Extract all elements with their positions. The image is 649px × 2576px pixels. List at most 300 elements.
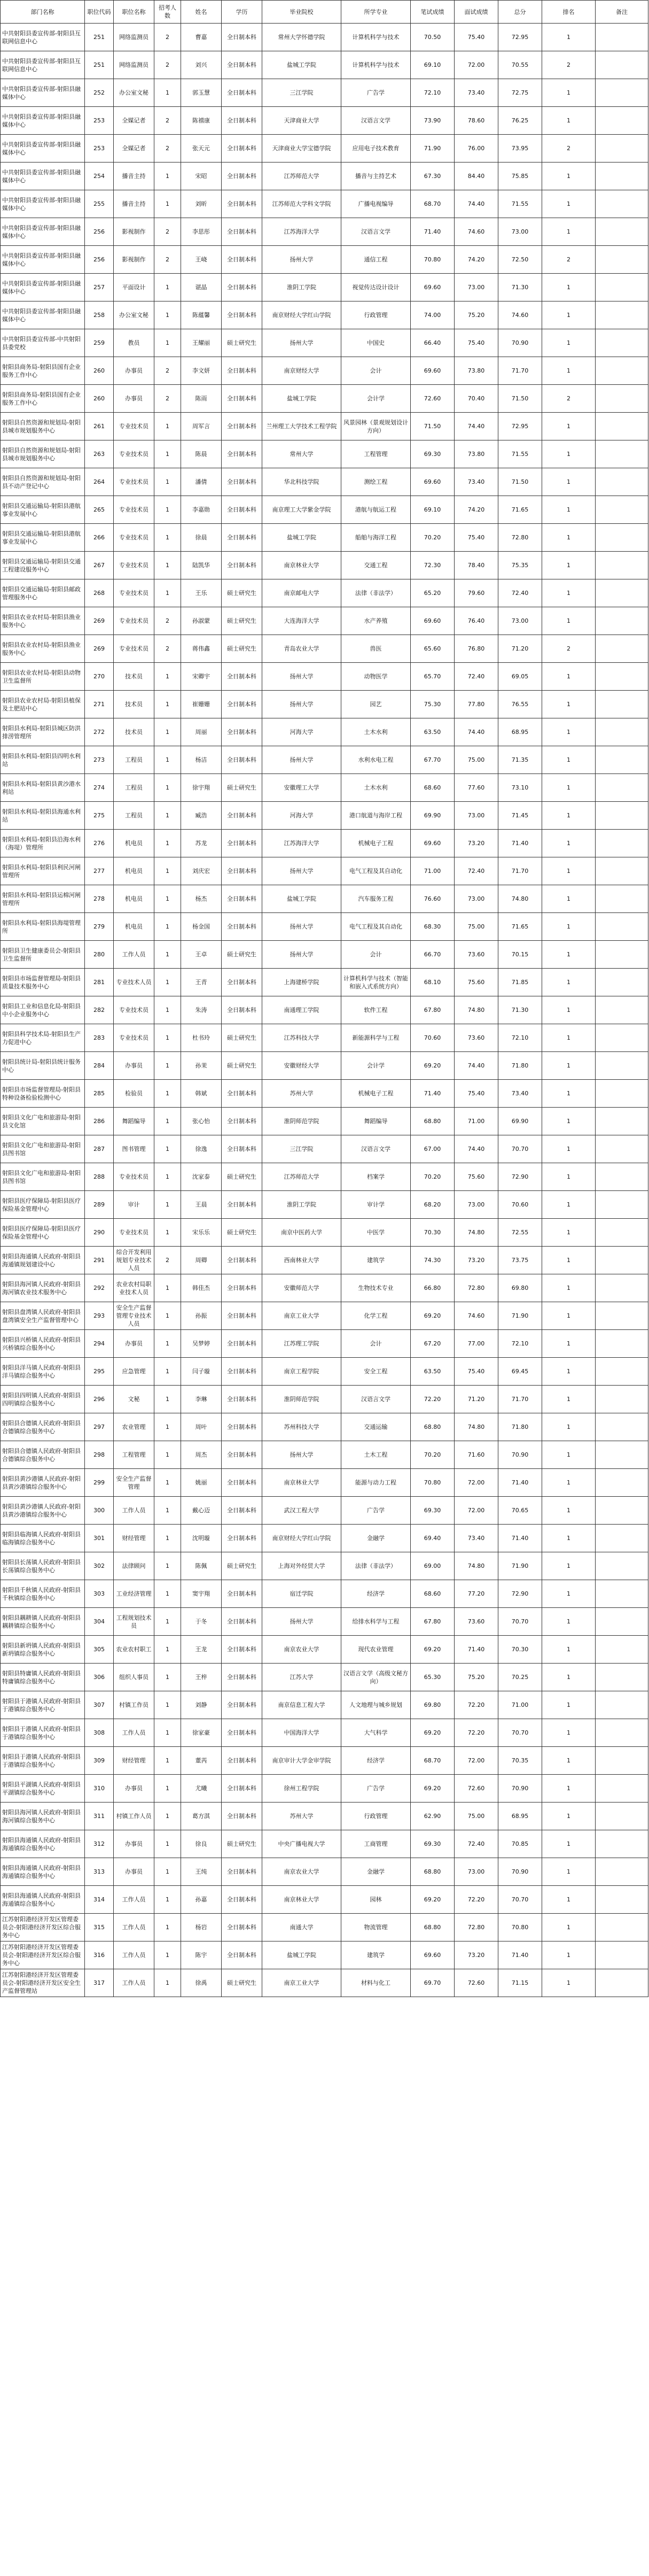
cell-name: 闫子璇 xyxy=(181,1358,222,1386)
cell-written-score: 71.90 xyxy=(411,135,455,163)
cell-position: 专业技术人员 xyxy=(114,969,154,996)
cell-rank: 1 xyxy=(542,1664,596,1691)
cell-code: 299 xyxy=(85,1469,114,1497)
cell-rank: 1 xyxy=(542,1108,596,1135)
cell-total: 68.95 xyxy=(498,718,542,746)
cell-written-score: 68.80 xyxy=(411,1108,455,1135)
cell-rank: 1 xyxy=(542,1914,596,1941)
cell-school: 天津商业大学宝德学院 xyxy=(262,135,341,163)
cell-education: 全日制本科 xyxy=(222,163,262,190)
cell-major: 动物医学 xyxy=(341,663,411,691)
cell-name: 谌晶 xyxy=(181,274,222,301)
cell-written-score: 66.80 xyxy=(411,1274,455,1302)
cell-remark xyxy=(596,774,648,802)
cell-name: 徐逸 xyxy=(181,1135,222,1163)
cell-total: 73.75 xyxy=(498,1247,542,1274)
cell-dept: 射阳县交通运输局-射阳县港航事业发展中心 xyxy=(1,496,85,524)
cell-interview-score: 73.20 xyxy=(455,830,498,857)
cell-code: 306 xyxy=(85,1664,114,1691)
cell-interview-score: 73.60 xyxy=(455,941,498,969)
cell-interview-score: 73.00 xyxy=(455,885,498,913)
cell-major: 材料与化工 xyxy=(341,1969,411,1997)
table-row xyxy=(1,885,648,913)
cell-rank: 1 xyxy=(542,413,596,440)
table-row xyxy=(1,1775,648,1803)
cell-remark xyxy=(596,552,648,579)
cell-education: 全日制本科 xyxy=(222,1747,262,1775)
cell-written-score: 67.80 xyxy=(411,1608,455,1636)
cell-name: 王纯 xyxy=(181,1858,222,1886)
cell-remark xyxy=(596,107,648,135)
cell-total: 71.80 xyxy=(498,1052,542,1080)
cell-school: 苏州大学 xyxy=(262,1803,341,1830)
cell-interview-score: 75.40 xyxy=(455,24,498,51)
cell-interview-score: 71.20 xyxy=(455,1386,498,1413)
cell-quota: 1 xyxy=(154,1691,181,1719)
cell-code: 271 xyxy=(85,691,114,718)
table-row xyxy=(1,1080,648,1108)
cell-rank: 1 xyxy=(542,996,596,1024)
cell-name: 刘兴 xyxy=(181,51,222,79)
cell-interview-score: 72.80 xyxy=(455,1914,498,1941)
cell-interview-score: 75.00 xyxy=(455,913,498,941)
cell-education: 硕士研究生 xyxy=(222,635,262,663)
cell-rank: 1 xyxy=(542,329,596,357)
cell-school: 安徽师范大学 xyxy=(262,1274,341,1302)
cell-school: 大连海洋大学 xyxy=(262,607,341,635)
cell-written-score: 75.30 xyxy=(411,691,455,718)
table-row xyxy=(1,1886,648,1914)
cell-name: 陆凯华 xyxy=(181,552,222,579)
cell-school: 淮阴工学院 xyxy=(262,1191,341,1219)
cell-dept: 射阳县交通运输局-射阳县港航事业发展中心 xyxy=(1,524,85,552)
table-row xyxy=(1,190,648,218)
cell-total: 72.55 xyxy=(498,1219,542,1247)
cell-school: 南京农业大学 xyxy=(262,1636,341,1664)
cell-dept: 射阳县市场监督管理局-射阳县特种设备检验检测中心 xyxy=(1,1080,85,1108)
cell-education: 全日制本科 xyxy=(222,107,262,135)
cell-education: 全日制本科 xyxy=(222,830,262,857)
cell-code: 277 xyxy=(85,857,114,885)
cell-position: 法律顾问 xyxy=(114,1552,154,1580)
cell-school: 苏州大学 xyxy=(262,1080,341,1108)
table-row xyxy=(1,579,648,607)
cell-rank: 1 xyxy=(542,1163,596,1191)
cell-quota: 1 xyxy=(154,1858,181,1886)
cell-dept: 射阳县合德镇人民政府-射阳县合德镇综合服务中心 xyxy=(1,1413,85,1441)
cell-total: 70.30 xyxy=(498,1636,542,1664)
cell-position: 组织人事员 xyxy=(114,1664,154,1691)
cell-quota: 1 xyxy=(154,190,181,218)
cell-dept: 中共射阳县委宣传部-射阳县融媒体中心 xyxy=(1,246,85,274)
cell-dept: 江苏射阳港经济开发区管理委员会-射阳港经济开发区安全生产监督管理站 xyxy=(1,1969,85,1997)
cell-education: 全日制本科 xyxy=(222,496,262,524)
cell-code: 294 xyxy=(85,1330,114,1358)
cell-major: 汉语言文学 xyxy=(341,218,411,246)
cell-rank: 1 xyxy=(542,1636,596,1664)
table-row xyxy=(1,718,648,746)
cell-rank: 1 xyxy=(542,1775,596,1803)
cell-rank: 1 xyxy=(542,1552,596,1580)
cell-written-score: 69.10 xyxy=(411,496,455,524)
cell-name: 徐良 xyxy=(181,1830,222,1858)
cell-position: 专业技术员 xyxy=(114,468,154,496)
cell-position: 机电员 xyxy=(114,857,154,885)
cell-school: 扬州大学 xyxy=(262,857,341,885)
cell-written-score: 68.80 xyxy=(411,1914,455,1941)
cell-school: 南通大学 xyxy=(262,1914,341,1941)
cell-rank: 1 xyxy=(542,524,596,552)
cell-major: 舞蹈编导 xyxy=(341,1108,411,1135)
cell-dept: 射阳县兴桥镇人民政府-射阳县兴桥镇综合服务中心 xyxy=(1,1330,85,1358)
cell-school: 江苏师范大学 xyxy=(262,163,341,190)
table-row xyxy=(1,1747,648,1775)
cell-position: 文秘 xyxy=(114,1386,154,1413)
cell-education: 全日制本科 xyxy=(222,718,262,746)
cell-rank: 1 xyxy=(542,190,596,218)
cell-quota: 1 xyxy=(154,802,181,830)
cell-major: 广播电视编导 xyxy=(341,190,411,218)
cell-quota: 1 xyxy=(154,1941,181,1969)
cell-rank: 1 xyxy=(542,913,596,941)
cell-major: 应用电子技术教育 xyxy=(341,135,411,163)
cell-code: 281 xyxy=(85,969,114,996)
cell-education: 全日制本科 xyxy=(222,1636,262,1664)
cell-code: 287 xyxy=(85,1135,114,1163)
cell-major: 经济学 xyxy=(341,1747,411,1775)
cell-rank: 1 xyxy=(542,1497,596,1525)
cell-interview-score: 84.40 xyxy=(455,163,498,190)
cell-position: 工作人员 xyxy=(114,1969,154,1997)
cell-code: 260 xyxy=(85,357,114,385)
cell-remark xyxy=(596,1803,648,1830)
cell-dept: 射阳县医疗保障局-射阳县医疗保险基金管理中心 xyxy=(1,1191,85,1219)
cell-rank: 1 xyxy=(542,301,596,329)
cell-school: 南京林业大学 xyxy=(262,1886,341,1914)
cell-written-score: 69.20 xyxy=(411,1302,455,1330)
cell-code: 259 xyxy=(85,329,114,357)
cell-total: 71.50 xyxy=(498,385,542,413)
table-row xyxy=(1,163,648,190)
cell-dept: 射阳县新坍镇人民政府-射阳县新坍镇综合服务中心 xyxy=(1,1636,85,1664)
cell-name: 王乐 xyxy=(181,579,222,607)
cell-remark xyxy=(596,718,648,746)
cell-remark xyxy=(596,941,648,969)
table-row xyxy=(1,1858,648,1886)
cell-quota: 1 xyxy=(154,885,181,913)
cell-written-score: 69.10 xyxy=(411,51,455,79)
cell-remark xyxy=(596,1330,648,1358)
cell-major: 机械电子工程 xyxy=(341,1080,411,1108)
cell-quota: 1 xyxy=(154,440,181,468)
cell-education: 全日制本科 xyxy=(222,885,262,913)
cell-school: 河海大学 xyxy=(262,802,341,830)
cell-written-score: 68.70 xyxy=(411,190,455,218)
cell-dept: 射阳县水利局-射阳县海通水利站 xyxy=(1,802,85,830)
cell-quota: 1 xyxy=(154,163,181,190)
cell-quota: 1 xyxy=(154,524,181,552)
cell-quota: 2 xyxy=(154,1247,181,1274)
cell-total: 72.10 xyxy=(498,1330,542,1358)
cell-name: 王晨 xyxy=(181,1191,222,1219)
cell-dept: 射阳县水利局-射阳县城区防洪排涝管理所 xyxy=(1,718,85,746)
cell-interview-score: 72.40 xyxy=(455,857,498,885)
cell-total: 72.40 xyxy=(498,579,542,607)
cell-total: 71.65 xyxy=(498,496,542,524)
table-row xyxy=(1,663,648,691)
cell-education: 全日制本科 xyxy=(222,663,262,691)
cell-remark xyxy=(596,996,648,1024)
cell-name: 吴梦婷 xyxy=(181,1330,222,1358)
cell-total: 69.45 xyxy=(498,1358,542,1386)
cell-written-score: 74.00 xyxy=(411,301,455,329)
cell-name: 沈家泰 xyxy=(181,1163,222,1191)
cell-interview-score: 73.80 xyxy=(455,440,498,468)
cell-written-score: 70.30 xyxy=(411,1219,455,1247)
cell-code: 254 xyxy=(85,163,114,190)
cell-dept: 射阳县水利局-射阳县沿海水利（海堤）管理所 xyxy=(1,830,85,857)
cell-total: 73.00 xyxy=(498,607,542,635)
cell-major: 金融学 xyxy=(341,1858,411,1886)
cell-total: 71.80 xyxy=(498,1413,542,1441)
cell-dept: 射阳县海通镇人民政府-射阳县海通镇综合服务中心 xyxy=(1,1858,85,1886)
cell-written-score: 69.70 xyxy=(411,1969,455,1997)
cell-code: 256 xyxy=(85,246,114,274)
cell-remark xyxy=(596,1830,648,1858)
cell-school: 扬州大学 xyxy=(262,691,341,718)
cell-dept: 射阳县交通运输局-射阳县交通工程建设服务中心 xyxy=(1,552,85,579)
cell-position: 综合开发利用规划专业技术人员 xyxy=(114,1247,154,1274)
table-row xyxy=(1,1580,648,1608)
cell-name: 崔姗姗 xyxy=(181,691,222,718)
cell-interview-score: 76.40 xyxy=(455,607,498,635)
table-row xyxy=(1,357,648,385)
cell-rank: 1 xyxy=(542,1969,596,1997)
cell-school: 南京财经大学红山学院 xyxy=(262,1525,341,1552)
cell-written-score: 69.30 xyxy=(411,1830,455,1858)
cell-position: 专业技术员 xyxy=(114,1219,154,1247)
cell-quota: 1 xyxy=(154,1191,181,1219)
cell-major: 交通工程 xyxy=(341,552,411,579)
cell-name: 陈宇 xyxy=(181,1941,222,1969)
cell-school: 青岛农业大学 xyxy=(262,635,341,663)
cell-rank: 1 xyxy=(542,1941,596,1969)
cell-total: 72.95 xyxy=(498,24,542,51)
cell-position: 平面设计 xyxy=(114,274,154,301)
cell-rank: 1 xyxy=(542,718,596,746)
cell-major: 建筑学 xyxy=(341,1941,411,1969)
cell-written-score: 70.80 xyxy=(411,1469,455,1497)
cell-remark xyxy=(596,1969,648,1997)
cell-written-score: 69.40 xyxy=(411,1525,455,1552)
cell-name: 陈雨 xyxy=(181,385,222,413)
cell-school: 华北科技学院 xyxy=(262,468,341,496)
cell-remark xyxy=(596,1386,648,1413)
cell-remark xyxy=(596,1274,648,1302)
cell-remark xyxy=(596,1886,648,1914)
cell-dept: 射阳县农业农村局-射阳县渔业服务中心 xyxy=(1,635,85,663)
cell-written-score: 69.20 xyxy=(411,1775,455,1803)
table-row xyxy=(1,440,648,468)
cell-code: 256 xyxy=(85,218,114,246)
cell-education: 全日制本科 xyxy=(222,1247,262,1274)
cell-name: 宋乐乐 xyxy=(181,1219,222,1247)
cell-major: 播音与主持艺术 xyxy=(341,163,411,190)
cell-written-score: 67.00 xyxy=(411,1135,455,1163)
table-row xyxy=(1,1135,648,1163)
cell-interview-score: 75.00 xyxy=(455,746,498,774)
cell-remark xyxy=(596,1858,648,1886)
header-major: 所学专业 xyxy=(341,1,411,24)
cell-written-score: 72.10 xyxy=(411,79,455,107)
cell-position: 检验员 xyxy=(114,1080,154,1108)
table-row xyxy=(1,1191,648,1219)
cell-major: 会计 xyxy=(341,1330,411,1358)
cell-quota: 2 xyxy=(154,357,181,385)
cell-name: 蒋伟鑫 xyxy=(181,635,222,663)
cell-interview-score: 74.80 xyxy=(455,1552,498,1580)
cell-school: 扬州大学 xyxy=(262,663,341,691)
cell-quota: 1 xyxy=(154,1358,181,1386)
cell-dept: 中共射阳县委宣传部-射阳县融媒体中心 xyxy=(1,79,85,107)
cell-rank: 1 xyxy=(542,830,596,857)
cell-code: 309 xyxy=(85,1747,114,1775)
cell-major: 行政管理 xyxy=(341,1803,411,1830)
cell-name: 徐禹 xyxy=(181,1969,222,1997)
cell-school: 上海对外经贸大学 xyxy=(262,1552,341,1580)
cell-rank: 1 xyxy=(542,1858,596,1886)
cell-name: 张心怡 xyxy=(181,1108,222,1135)
cell-position: 技术员 xyxy=(114,718,154,746)
header-dept: 部门名称 xyxy=(1,1,85,24)
cell-education: 全日制本科 xyxy=(222,1803,262,1830)
cell-dept: 射阳县耦耕镇人民政府-射阳县耦耕镇综合服务中心 xyxy=(1,1608,85,1636)
cell-quota: 2 xyxy=(154,107,181,135)
cell-position: 村镇工作员 xyxy=(114,1691,154,1719)
cell-written-score: 69.20 xyxy=(411,1719,455,1747)
cell-written-score: 69.60 xyxy=(411,468,455,496)
cell-dept: 射阳县文化广电和旅游局-射阳县图书馆 xyxy=(1,1135,85,1163)
cell-name: 杨洁 xyxy=(181,746,222,774)
cell-quota: 1 xyxy=(154,969,181,996)
cell-education: 全日制本科 xyxy=(222,357,262,385)
cell-code: 297 xyxy=(85,1413,114,1441)
cell-interview-score: 73.40 xyxy=(455,79,498,107)
cell-remark xyxy=(596,635,648,663)
cell-name: 宋昭 xyxy=(181,163,222,190)
table-row xyxy=(1,746,648,774)
cell-code: 317 xyxy=(85,1969,114,1997)
cell-remark xyxy=(596,1941,648,1969)
cell-quota: 1 xyxy=(154,913,181,941)
cell-school: 南京林业大学 xyxy=(262,1469,341,1497)
cell-rank: 1 xyxy=(542,607,596,635)
cell-interview-score: 73.40 xyxy=(455,468,498,496)
header-rank: 排名 xyxy=(542,1,596,24)
cell-dept: 射阳县商务局-射阳县国有企业服务工作中心 xyxy=(1,385,85,413)
cell-rank: 1 xyxy=(542,1886,596,1914)
cell-education: 全日制本科 xyxy=(222,1413,262,1441)
table-row xyxy=(1,1969,648,1997)
cell-remark xyxy=(596,1608,648,1636)
cell-education: 全日制本科 xyxy=(222,691,262,718)
cell-quota: 1 xyxy=(154,1330,181,1358)
cell-total: 72.90 xyxy=(498,1163,542,1191)
cell-quota: 1 xyxy=(154,1497,181,1525)
cell-school: 苏州科技大学 xyxy=(262,1413,341,1441)
cell-remark xyxy=(596,1441,648,1469)
cell-quota: 1 xyxy=(154,1664,181,1691)
cell-code: 268 xyxy=(85,579,114,607)
cell-rank: 1 xyxy=(542,969,596,996)
cell-quota: 1 xyxy=(154,857,181,885)
cell-education: 全日制本科 xyxy=(222,1191,262,1219)
cell-education: 全日制本科 xyxy=(222,1691,262,1719)
table-row xyxy=(1,24,648,51)
cell-education: 全日制本科 xyxy=(222,51,262,79)
cell-rank: 1 xyxy=(542,579,596,607)
cell-dept: 射阳县自然资源和规划局-射阳县城市规划服务中心 xyxy=(1,413,85,440)
cell-name: 窦宇翔 xyxy=(181,1580,222,1608)
cell-remark xyxy=(596,1247,648,1274)
cell-rank: 1 xyxy=(542,163,596,190)
table-row xyxy=(1,691,648,718)
cell-remark xyxy=(596,1358,648,1386)
cell-school: 南京林业大学 xyxy=(262,552,341,579)
cell-code: 295 xyxy=(85,1358,114,1386)
cell-total: 76.55 xyxy=(498,691,542,718)
cell-education: 全日制本科 xyxy=(222,1080,262,1108)
cell-dept: 射阳县水利局-射阳县黄沙港水利站 xyxy=(1,774,85,802)
cell-interview-score: 75.20 xyxy=(455,301,498,329)
cell-quota: 1 xyxy=(154,1163,181,1191)
cell-position: 影视制作 xyxy=(114,246,154,274)
cell-remark xyxy=(596,1691,648,1719)
cell-code: 263 xyxy=(85,440,114,468)
cell-name: 杨金国 xyxy=(181,913,222,941)
cell-interview-score: 73.00 xyxy=(455,1858,498,1886)
cell-interview-score: 73.20 xyxy=(455,1247,498,1274)
cell-rank: 1 xyxy=(542,79,596,107)
cell-code: 252 xyxy=(85,79,114,107)
cell-interview-score: 73.20 xyxy=(455,1941,498,1969)
cell-school: 江苏理工学院 xyxy=(262,1330,341,1358)
cell-school: 江苏师范大学科文学院 xyxy=(262,190,341,218)
cell-written-score: 71.00 xyxy=(411,857,455,885)
cell-school: 扬州大学 xyxy=(262,1608,341,1636)
cell-remark xyxy=(596,663,648,691)
cell-quota: 1 xyxy=(154,468,181,496)
cell-written-score: 70.80 xyxy=(411,246,455,274)
cell-dept: 射阳县文化广电和旅游局-射阳县图书馆 xyxy=(1,1163,85,1191)
cell-written-score: 63.50 xyxy=(411,718,455,746)
cell-remark xyxy=(596,1775,648,1803)
cell-position: 办事员 xyxy=(114,1052,154,1080)
cell-written-score: 69.60 xyxy=(411,357,455,385)
cell-position: 工程管理 xyxy=(114,1441,154,1469)
cell-school: 江苏科技大学 xyxy=(262,1024,341,1052)
cell-interview-score: 76.00 xyxy=(455,135,498,163)
cell-total: 71.70 xyxy=(498,1386,542,1413)
cell-interview-score: 73.00 xyxy=(455,274,498,301)
cell-written-score: 68.80 xyxy=(411,1858,455,1886)
cell-school: 安徽理工大学 xyxy=(262,774,341,802)
cell-dept: 射阳县海河镇人民政府-射阳县海河镇农业技术服务中心 xyxy=(1,1274,85,1302)
table-row xyxy=(1,1803,648,1830)
cell-major: 广告学 xyxy=(341,79,411,107)
table-row xyxy=(1,1914,648,1941)
cell-school: 盐城工学院 xyxy=(262,1941,341,1969)
